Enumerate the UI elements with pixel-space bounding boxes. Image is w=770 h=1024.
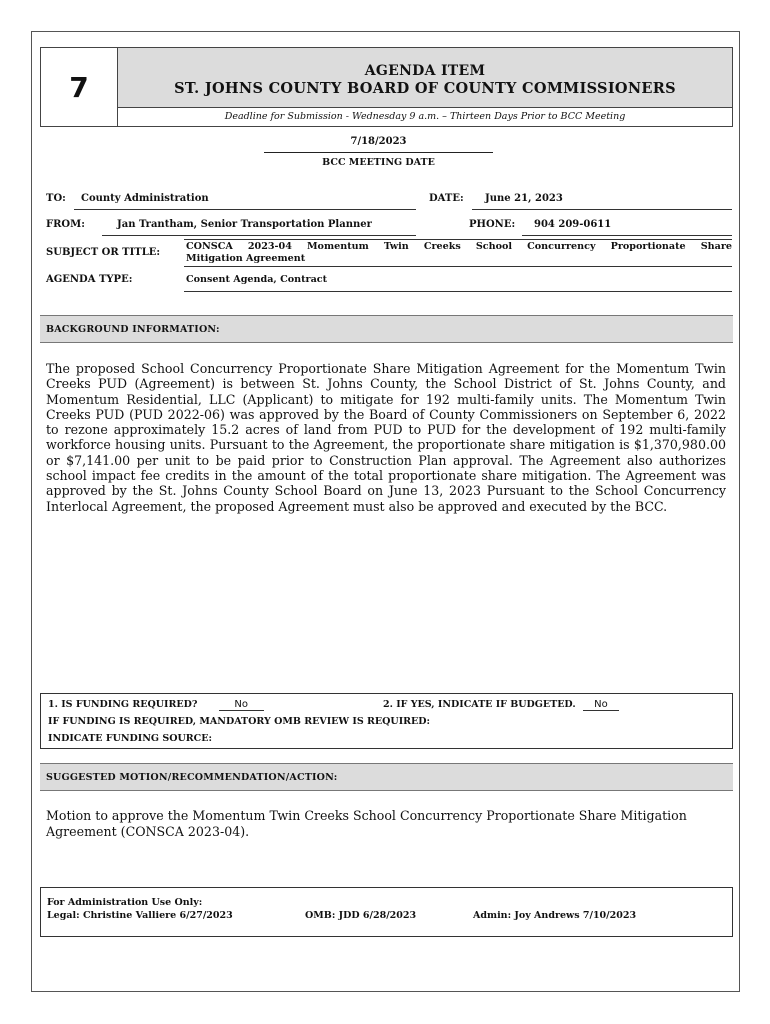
agenda-item-form xyxy=(31,31,740,992)
from-label: FROM: xyxy=(46,219,85,230)
budgeted-label: 2. IF YES, INDICATE IF BUDGETED. xyxy=(383,699,576,710)
form-title xyxy=(118,48,732,108)
subject-line-2: Mitigation Agreement xyxy=(186,253,306,264)
date-value: June 21, 2023 xyxy=(485,193,563,204)
phone-label: PHONE: xyxy=(469,219,516,230)
date-label: DATE: xyxy=(429,193,464,204)
phone-value: 904 209-0611 xyxy=(534,219,612,230)
omb-signoff: OMB: JDD 6/28/2023 xyxy=(305,910,417,921)
meeting-date-label: BCC MEETING DATE xyxy=(322,157,435,168)
legal-signoff: Legal: Christine Valliere 6/27/2023 xyxy=(47,910,233,921)
admin-use-box xyxy=(40,887,733,937)
date-underline xyxy=(472,209,732,210)
from-value: Jan Trantham, Senior Transportation Planner xyxy=(117,219,372,230)
deadline-text: Deadline for Submission - Wednesday 9 a.m. – Thirteen Days Prior to BCC Meeting xyxy=(224,111,626,122)
funding-box xyxy=(40,693,733,749)
background-heading: BACKGROUND INFORMATION: xyxy=(40,315,733,343)
subject-top-rule xyxy=(184,239,732,240)
subject-underline xyxy=(184,266,732,267)
to-value: County Administration xyxy=(81,193,209,204)
admin-use-title: For Administration Use Only: xyxy=(47,897,203,908)
background-text: The proposed School Concurrency Proportionate Share Mitigation Agreement for the Momentum Twin Creeks PUD (Agreement) is between St. Johns County, the School District of St. Johns County, and Momentum Residential, LLC (Applicant) to mitigate for 192 multi-family units. The Momentum Twin Creeks PUD (PUD 2022-06) was approved by the Board of County Commissioners on September 6, 2022 to rezone approximately 15.2 acres of land from PUD to PUD for the development of 192 multi-family workforce housing units. Pursuant to the Agreement, the proportionate share mitigation is $1,370,980.00 or $7,141.00 per unit to be paid prior to Construction Plan approval. The Agreement also authorizes school impact fee credits in the amount of the total proportionate share mitigation. The Agreement was approved by the St. Johns County School Board on June 13, 2023 Pursuant to the School Concurrency Interlocal Agreement, the proposed Agreement must also be approved and executed by the BCC. xyxy=(46,361,726,514)
budgeted-answer: No xyxy=(583,699,619,711)
subject-label: SUBJECT OR TITLE: xyxy=(46,247,161,258)
from-underline xyxy=(102,235,416,236)
title-line-1: AGENDA ITEM xyxy=(364,63,486,79)
funding-required-row xyxy=(48,699,264,711)
meeting-date-block xyxy=(264,136,493,168)
budgeted-row xyxy=(383,699,619,711)
agenda-type-label: AGENDA TYPE: xyxy=(46,274,133,285)
phone-underline xyxy=(522,235,732,236)
to-underline xyxy=(74,209,416,210)
admin-signoff: Admin: Joy Andrews 7/10/2023 xyxy=(473,910,637,921)
funding-required-answer: No xyxy=(219,699,264,711)
motion-heading: SUGGESTED MOTION/RECOMMENDATION/ACTION: xyxy=(40,763,733,791)
omb-review-line: IF FUNDING IS REQUIRED, MANDATORY OMB REVIEW IS REQUIRED: xyxy=(48,716,431,727)
funding-source-line: INDICATE FUNDING SOURCE: xyxy=(48,733,212,744)
subject-line-1: CONSCA 2023-04 Momentum Twin Creeks School Concurrency Proportionate Share xyxy=(186,241,732,252)
title-line-2: ST. JOHNS COUNTY BOARD OF COUNTY COMMISSIONERS xyxy=(174,80,676,97)
agenda-type-value: Consent Agenda, Contract xyxy=(186,274,328,285)
form-header xyxy=(40,47,733,127)
agenda-type-underline xyxy=(184,291,732,292)
to-label: TO: xyxy=(46,193,66,204)
meeting-date-value: 7/18/2023 xyxy=(264,136,493,153)
funding-required-label: 1. IS FUNDING REQUIRED? xyxy=(48,699,198,710)
item-number: 7 xyxy=(41,48,118,126)
submission-deadline xyxy=(118,108,732,126)
motion-text: Motion to approve the Momentum Twin Creeks School Concurrency Proportionate Share Mitigation Agreement (CONSCA 2023-04). xyxy=(46,808,687,839)
